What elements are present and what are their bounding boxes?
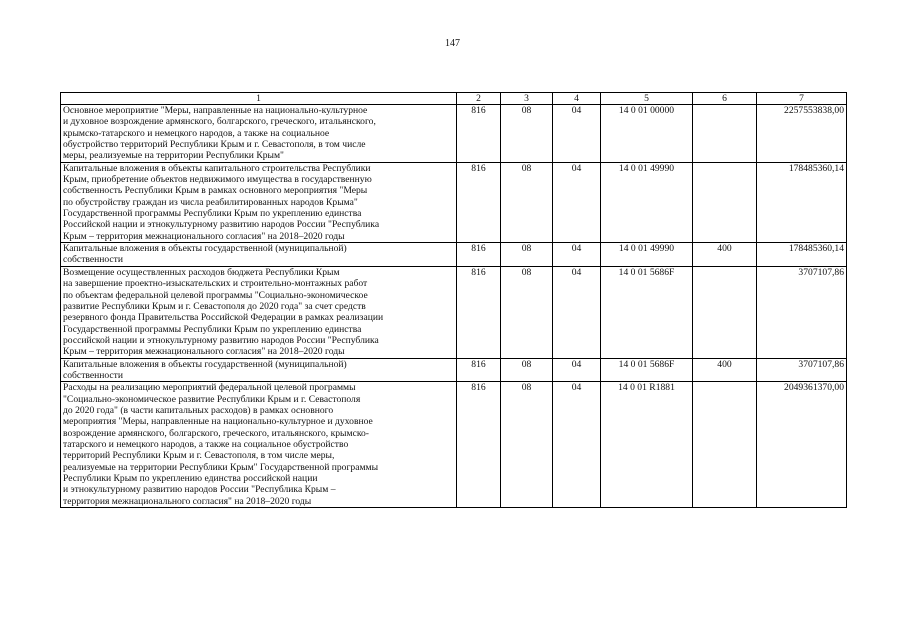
table-row — [61, 382, 847, 508]
ministry-code: 816 — [457, 243, 501, 267]
section-code: 08 — [501, 162, 553, 242]
column-header: 6 — [693, 93, 757, 105]
column-header: 4 — [553, 93, 601, 105]
expense-type-code — [693, 162, 757, 242]
subsection-code: 04 — [553, 105, 601, 163]
expense-name: Капитальные вложения в объекты государственной (муниципальной) собственности — [61, 358, 457, 382]
target-article-code: 14 0 01 00000 — [601, 105, 693, 163]
subsection-code: 04 — [553, 243, 601, 267]
column-header: 3 — [501, 93, 553, 105]
expense-type-code: 400 — [693, 358, 757, 382]
target-article-code: 14 0 01 5686F — [601, 358, 693, 382]
subsection-code: 04 — [553, 266, 601, 358]
table-row — [61, 243, 847, 267]
section-code: 08 — [501, 105, 553, 163]
column-header: 2 — [457, 93, 501, 105]
expense-name: Основное мероприятие "Меры, направленные на национально-культурное и духовное возрождение армянского, болгарского, греческого, итальянского, крымско-татарского и немецкого народов, а также на социальное обустройство территорий Республики Крым и г. Севастополя, в том числе меры, реализуемые на территории Республики Крым" — [61, 105, 457, 163]
target-article-code: 14 0 01 49990 — [601, 162, 693, 242]
expense-name: Расходы на реализацию мероприятий федеральной целевой программы "Социально-экономическое развитие Республики Крым и г. Севастополя до 2020 года" (в части капитальных расходов) в рамках основного мероприятия "Меры, направленные на национально-культурное и духовное возрождение армянского, болгарского, греческого, итальянского, крымско- татарского и немецкого народов, а также на социальное обустройство территорий Республики Крым и г. Севастополя, в том числе меры, реализуемые на территории Республики Крым" Государственной программы Республики Крым по укреплению единства российской нации и этнокультурному развитию народов России "Республика Крым – территория межнационального согласия" на 2018–2020 годы — [61, 382, 457, 508]
amount: 3707107,86 — [757, 266, 847, 358]
section-code: 08 — [501, 266, 553, 358]
table-row — [61, 266, 847, 358]
section-code: 08 — [501, 358, 553, 382]
table-row — [61, 105, 847, 163]
amount: 2049361370,00 — [757, 382, 847, 508]
column-header: 7 — [757, 93, 847, 105]
ministry-code: 816 — [457, 266, 501, 358]
expense-type-code — [693, 105, 757, 163]
expense-name: Возмещение осуществленных расходов бюджета Республики Крым на завершение проектно-изыскательских и строительно-монтажных работ по объектам федеральной целевой программы "Социально-экономическое развитие Республики Крым и г. Севастополя до 2020 года" за счет средств резервного фонда Правительства Российской Федерации в рамках реализации Государственной программы Республики Крым по укреплению единства российской нации и этнокультурному развитию народов России "Республика Крым – территория межнационального согласия" на 2018–2020 годы — [61, 266, 457, 358]
amount: 178485360,14 — [757, 243, 847, 267]
expense-name: Капитальные вложения в объекты капитального строительства Республики Крым, приобретение объектов недвижимого имущества в государственную собственность Республики Крым в рамках основного мероприятия "Меры по обустройству граждан из числа реабилитированных народов Крыма" Государственной программы Республики Крым по укреплению единства Российской нации и этнокультурному развитию народов России "Республика Крым – территория межнационального согласия" на 2018–2020 годы — [61, 162, 457, 242]
ministry-code: 816 — [457, 162, 501, 242]
header-row — [61, 93, 847, 105]
table-row — [61, 162, 847, 242]
column-header: 5 — [601, 93, 693, 105]
expense-name: Капитальные вложения в объекты государственной (муниципальной) собственности — [61, 243, 457, 267]
amount: 2257553838,00 — [757, 105, 847, 163]
target-article-code: 14 0 01 5686F — [601, 266, 693, 358]
target-article-code: 14 0 01 49990 — [601, 243, 693, 267]
ministry-code: 816 — [457, 105, 501, 163]
subsection-code: 04 — [553, 358, 601, 382]
amount: 3707107,86 — [757, 358, 847, 382]
table-row — [61, 358, 847, 382]
column-header: 1 — [61, 93, 457, 105]
target-article-code: 14 0 01 R1881 — [601, 382, 693, 508]
expense-type-code: 400 — [693, 243, 757, 267]
section-code: 08 — [501, 382, 553, 508]
section-code: 08 — [501, 243, 553, 267]
page-number: 147 — [445, 38, 460, 49]
subsection-code: 04 — [553, 162, 601, 242]
budget-table — [60, 92, 847, 508]
amount: 178485360,14 — [757, 162, 847, 242]
expense-type-code — [693, 266, 757, 358]
ministry-code: 816 — [457, 358, 501, 382]
subsection-code: 04 — [553, 382, 601, 508]
ministry-code: 816 — [457, 382, 501, 508]
expense-type-code — [693, 382, 757, 508]
